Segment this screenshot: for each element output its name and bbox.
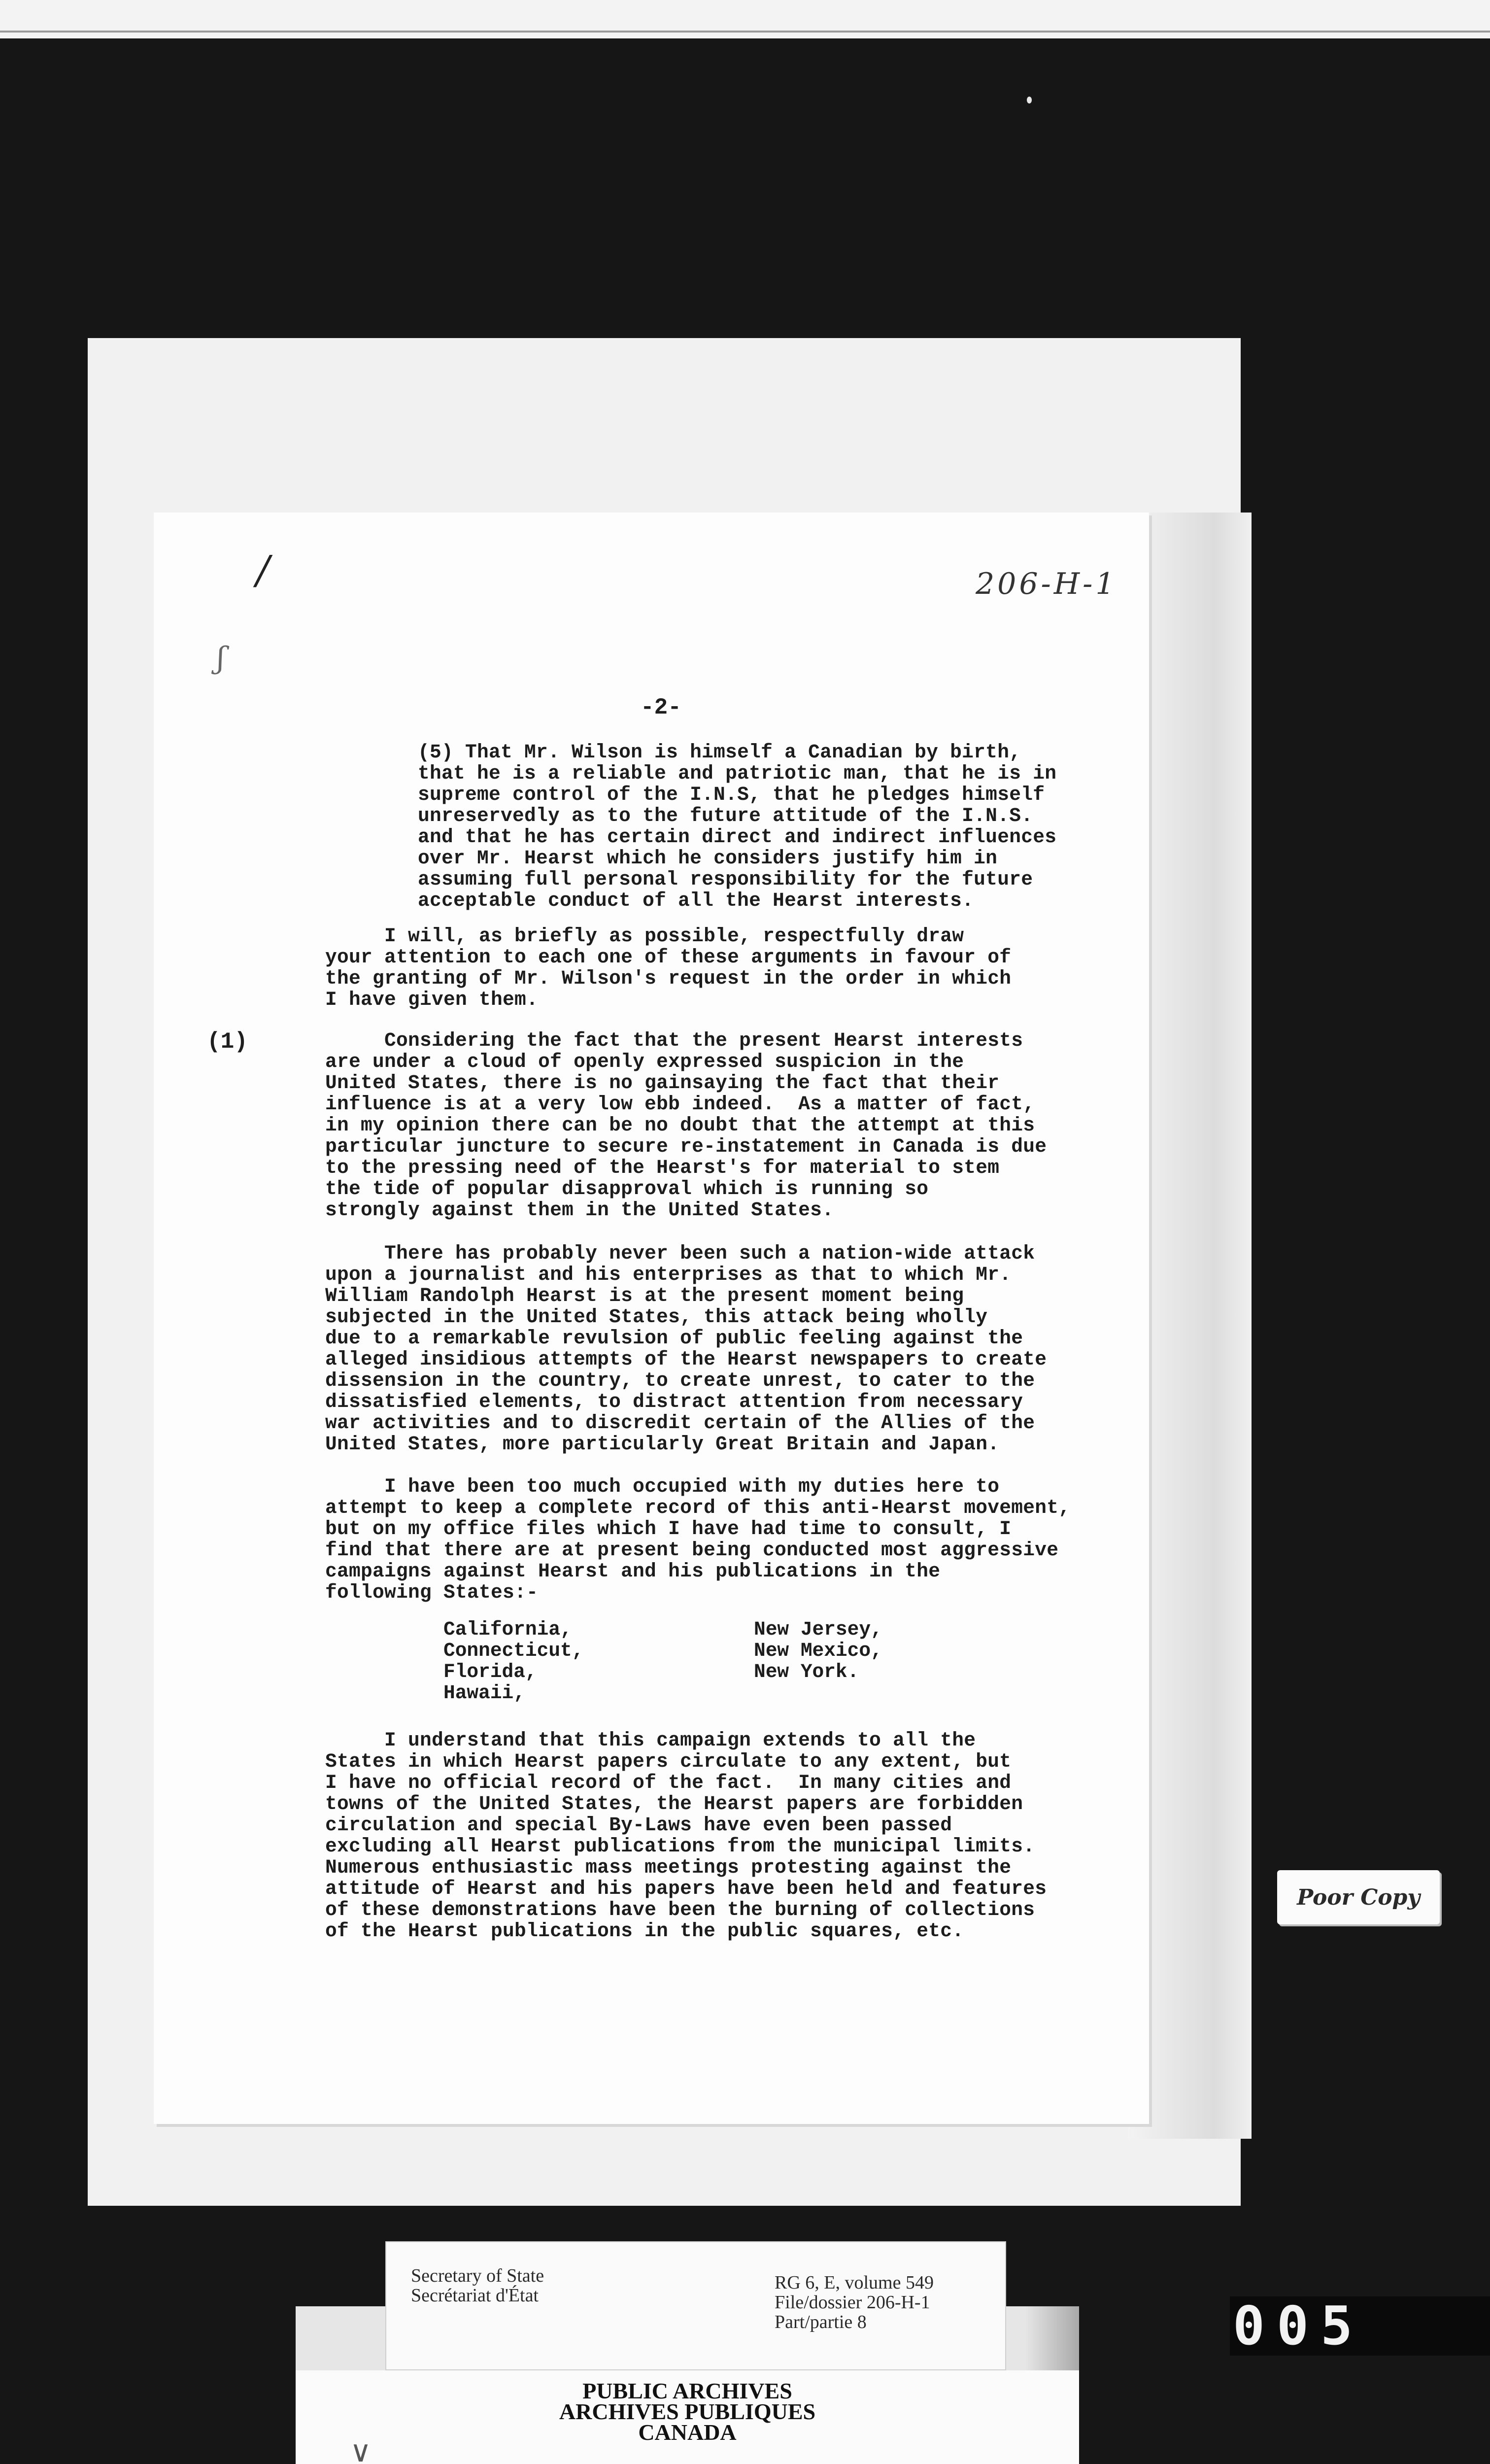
poor-copy-label: Poor Copy <box>1277 1870 1440 1924</box>
part-partie: Part/partie 8 <box>775 2312 867 2332</box>
archive-reference-label <box>385 2241 1006 2370</box>
state-item: New Mexico, <box>754 1640 882 1662</box>
file-dossier: File/dossier 206-H-1 <box>775 2292 930 2313</box>
public-archives-fr: ARCHIVES PUBLIQUES <box>559 2399 816 2424</box>
states-list-left <box>443 1619 583 1704</box>
paragraph-attack: There has probably never been such a nation-wide attack upon a journalist and his enterprises as that to which Mr. William Randolph Hearst is at the present moment being subjected in the United States, this attack being wholly due to a remarkable revulsion of public feeling against the alleged insidious attempts of the Hearst newspapers to create dissension in the country, to create unrest, to cater to the dissatisfied elements, to distract attention from necessary war activities and to discredit certain of the Allies of the United States, more particularly Great Britain and Japan. <box>325 1242 1047 1455</box>
handwritten-curl: ʃ <box>217 641 225 675</box>
state-item: Hawaii, <box>443 1682 525 1704</box>
margin-number: (1) <box>207 1029 248 1055</box>
public-archives-en: PUBLIC ARCHIVES <box>582 2378 792 2403</box>
paragraph-suspicion: Considering the fact that the present Hearst interests are under a cloud of openly expressed suspicion in the United States, there is no gainsaying the fact that their influence is at a very low ebb indeed. As a matter of fact, in my opinion there can be no doubt that the attempt at this particular juncture to secure re-instatement in Canada is due to the pressing need of the Hearst's for material to stem the tide of popular disapproval which is running so strongly against them in the United States. <box>325 1029 1047 1221</box>
state-item: Florida, <box>443 1661 537 1683</box>
paragraph-intro: I will, as briefly as possible, respectfully draw your attention to each one of these arguments in favour of the granting of Mr. Wilson's request in the order in which I have given them. <box>325 925 1012 1011</box>
secretary-of-state-en: Secretary of State <box>411 2265 544 2286</box>
handwritten-tick: / <box>256 547 270 593</box>
paragraph-condition-5: (5) That Mr. Wilson is himself a Canadian by birth, that he is a reliable and patriotic man, that he is in supreme control of the I.N.S, that he pledges himself unreservedly as to the future attitude of the I.N.S. and that he has certain direct and indirect influences over Mr. Hearst which he considers justify him in assuming full personal responsibility for the future acceptable conduct of all the Hearst interests. <box>418 741 1057 912</box>
film-top-rule <box>0 31 1490 33</box>
state-item: California, <box>443 1618 572 1641</box>
states-list-right <box>754 1619 882 1682</box>
public-archives-label <box>296 2370 1079 2464</box>
archives-canada: CANADA <box>638 2420 737 2445</box>
handwritten-check-mark: ∨ <box>350 2434 372 2464</box>
state-item: New Jersey, <box>754 1618 882 1641</box>
film-top-strip <box>0 0 1490 38</box>
paragraph-campaign-extent: I understand that this campaign extends to all the States in which Hearst papers circulate to any extent, but I have no official record of the fact. In many cities and towns of the United States, the Hearst papers are forbidden circulation and special By-Laws have even been passed excluding all Hearst publications from the municipal limits. Numerous enthusiastic mass meetings protesting against the attitude of Hearst and his papers have been held and features of these demonstrations have been the burning of collections of the Hearst publications in the public squares, etc. <box>325 1729 1047 1942</box>
state-item: Connecticut, <box>443 1640 584 1662</box>
frame-counter <box>1230 2296 1490 2356</box>
record-group: RG 6, E, volume 549 <box>775 2272 934 2293</box>
handwritten-file-note: 206-H-1 <box>976 567 1118 601</box>
page-number: -2- <box>641 695 681 720</box>
secretary-of-state-fr: Secrétariat d'État <box>411 2285 539 2306</box>
dust-speck <box>1027 97 1032 103</box>
paragraph-campaigns: I have been too much occupied with my duties here to attempt to keep a complete record of this anti-Hearst movement, but on my office files which I have had time to consult, I find that there are at present being conducted most aggressive campaigns against Hearst and his publications in the following States:- <box>325 1475 1071 1604</box>
state-item: New York. <box>754 1661 859 1683</box>
frame-counter-digits: 005 <box>1233 2295 1365 2357</box>
